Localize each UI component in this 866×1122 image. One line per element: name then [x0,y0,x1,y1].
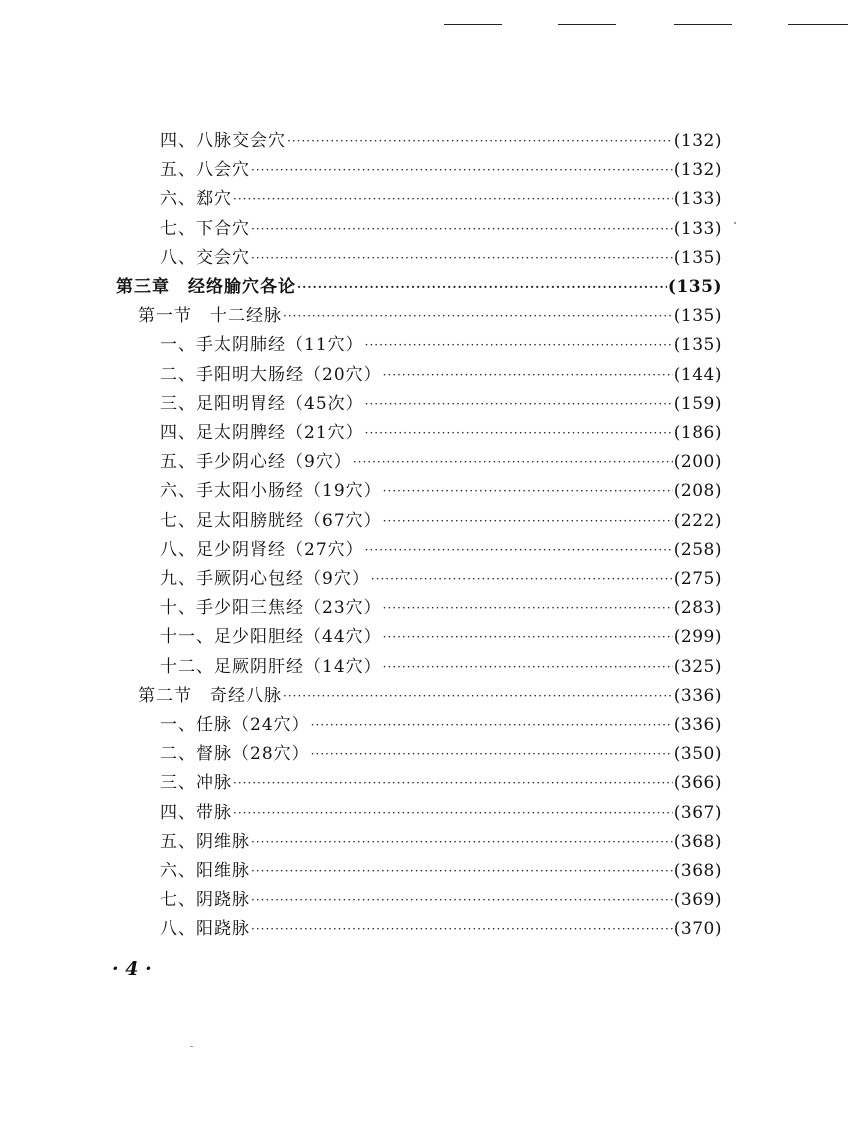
toc-entry [160,508,722,534]
toc-entry-page: (132) [673,160,722,181]
toc-entry [160,770,722,796]
toc-entry-title: 一、手太阴肺经（11穴） [160,335,364,356]
toc-entry-page: (200) [673,452,722,473]
toc-entry [160,916,722,942]
toc-entry-title: 七、下合穴 [160,218,250,239]
toc-entry [160,245,722,271]
toc-entry-page: (275) [673,569,722,589]
header-rule [444,24,502,25]
toc-entry-page: (325) [673,656,722,677]
toc-entry-title: 六、郄穴 [160,189,232,210]
toc-entry [160,712,722,738]
toc-section [138,303,722,329]
toc-entry-title: 七、足太阳膀胱经（67穴） [160,510,382,531]
toc-entry-title: 六、阳维脉 [160,861,250,881]
dot-leader [383,478,673,504]
toc-entry-page: (336) [673,685,722,706]
toc-entry-page: (350) [673,744,722,765]
toc-entry-title: 二、督脉（28穴） [160,744,310,765]
page-number: · 4 · [112,958,152,980]
dot-leader [251,829,673,855]
dot-leader [365,332,673,358]
toc-entry-page: (368) [673,861,722,881]
toc-entry-title: 九、手厥阴心包经（9穴） [160,569,370,589]
toc-entry-page: (133) [673,189,722,210]
toc-chapter [116,274,722,300]
header-rule [674,24,732,25]
dot-leader [383,654,673,680]
toc-entry-page: (135) [667,277,722,297]
toc-entry-title: 四、带脉 [160,802,232,823]
toc-entry-page: (208) [673,481,722,502]
toc-section [138,683,722,709]
toc-entry [160,537,722,563]
dot-leader [251,916,673,942]
toc-entry-title: 第三章 经络腧穴各论 [116,277,296,297]
toc-entry-title: 七、阴跷脉 [160,890,250,911]
dot-leader [311,712,673,738]
toc-entry [160,858,722,884]
toc-entry [160,420,722,446]
toc-entry-page: (299) [673,627,722,648]
dot-leader [283,683,673,709]
toc-entry-page: (133) [673,218,722,239]
dot-leader [287,128,673,154]
toc-entry-title: 五、阴维脉 [160,831,250,852]
toc-entry-title: 一、任脉（24穴） [160,715,310,735]
toc-entry [160,887,722,913]
dot-leader [383,508,673,534]
toc-entry-title: 四、八脉交会穴 [160,131,286,151]
toc-entry [160,332,722,358]
dot-leader [233,186,673,212]
toc-entry [160,216,722,242]
toc-entry-title: 三、冲脉 [160,773,232,794]
scan-speck [734,222,736,224]
dot-leader [251,216,673,242]
dot-leader [383,624,673,650]
toc-entry-title: 三、足阳明胃经（45次） [160,393,364,414]
toc-entry-page: (132) [673,131,722,151]
toc-entry-title: 五、手少阴心经（9穴） [160,452,352,473]
toc-entry-title: 二、手阳明大肠经（20穴） [160,364,382,385]
toc-entry-page: (367) [673,802,722,823]
header-rule [788,24,848,25]
toc-entry [160,186,722,212]
toc-entry-page: (368) [673,831,722,852]
scan-speck [190,1046,193,1047]
toc-entry-page: (283) [673,598,722,619]
dot-leader [383,362,673,388]
toc-entry [160,391,722,417]
dot-leader [233,800,673,826]
toc-entry-page: (144) [673,364,722,385]
dot-leader [371,566,673,592]
toc-entry-page: (186) [673,423,722,443]
toc-entry [160,128,722,154]
dot-leader [251,157,673,183]
toc-entry [160,478,722,504]
toc-entry [160,449,722,475]
toc-entry-title: 六、手太阳小肠经（19穴） [160,481,382,502]
toc-entry-title: 十二、足厥阴肝经（14穴） [160,656,382,677]
toc-entry [160,595,722,621]
toc-entry [160,157,722,183]
toc-entry-title: 八、交会穴 [160,247,250,268]
dot-leader [251,245,673,271]
toc-entry-title: 十一、足少阳胆经（44穴） [160,627,382,648]
dot-leader [283,303,673,329]
toc-entry-title: 八、足少阴肾经（27穴） [160,539,364,560]
toc-entry [160,362,722,388]
toc-entry-title: 五、八会穴 [160,160,250,181]
toc-entry-page: (135) [673,247,722,268]
dot-leader [311,741,673,767]
dot-leader [383,595,673,621]
toc-entry-page: (369) [673,890,722,911]
toc-entry-page: (135) [673,306,722,327]
dot-leader [233,770,673,796]
toc-entry-title: 第二节 奇经八脉 [138,685,282,706]
dot-leader [251,887,673,913]
toc-entry [160,829,722,855]
toc-entry [160,654,722,680]
dot-leader [365,537,673,563]
toc-entry-page: (135) [673,335,722,356]
toc-entry-title: 四、足太阴脾经（21穴） [160,423,364,443]
toc-entry-page: (336) [673,715,722,735]
toc-entry-title: 八、阳跷脉 [160,919,250,940]
header-rule [558,24,616,25]
dot-leader [365,391,673,417]
toc-entry [160,741,722,767]
toc-entry [160,624,722,650]
dot-leader [251,858,673,884]
dot-leader [353,449,673,475]
toc-entry-title: 十、手少阳三焦经（23穴） [160,598,382,619]
toc-entry-page: (366) [673,773,722,794]
toc-entry [160,566,722,592]
toc-entry [160,800,722,826]
toc-entry-page: (370) [673,919,722,940]
toc-entry-page: (222) [673,510,722,531]
toc-entry-page: (258) [673,539,722,560]
dot-leader [297,274,667,300]
toc-entry-page: (159) [673,393,722,414]
dot-leader [365,420,673,446]
toc-entry-title: 第一节 十二经脉 [138,306,282,327]
